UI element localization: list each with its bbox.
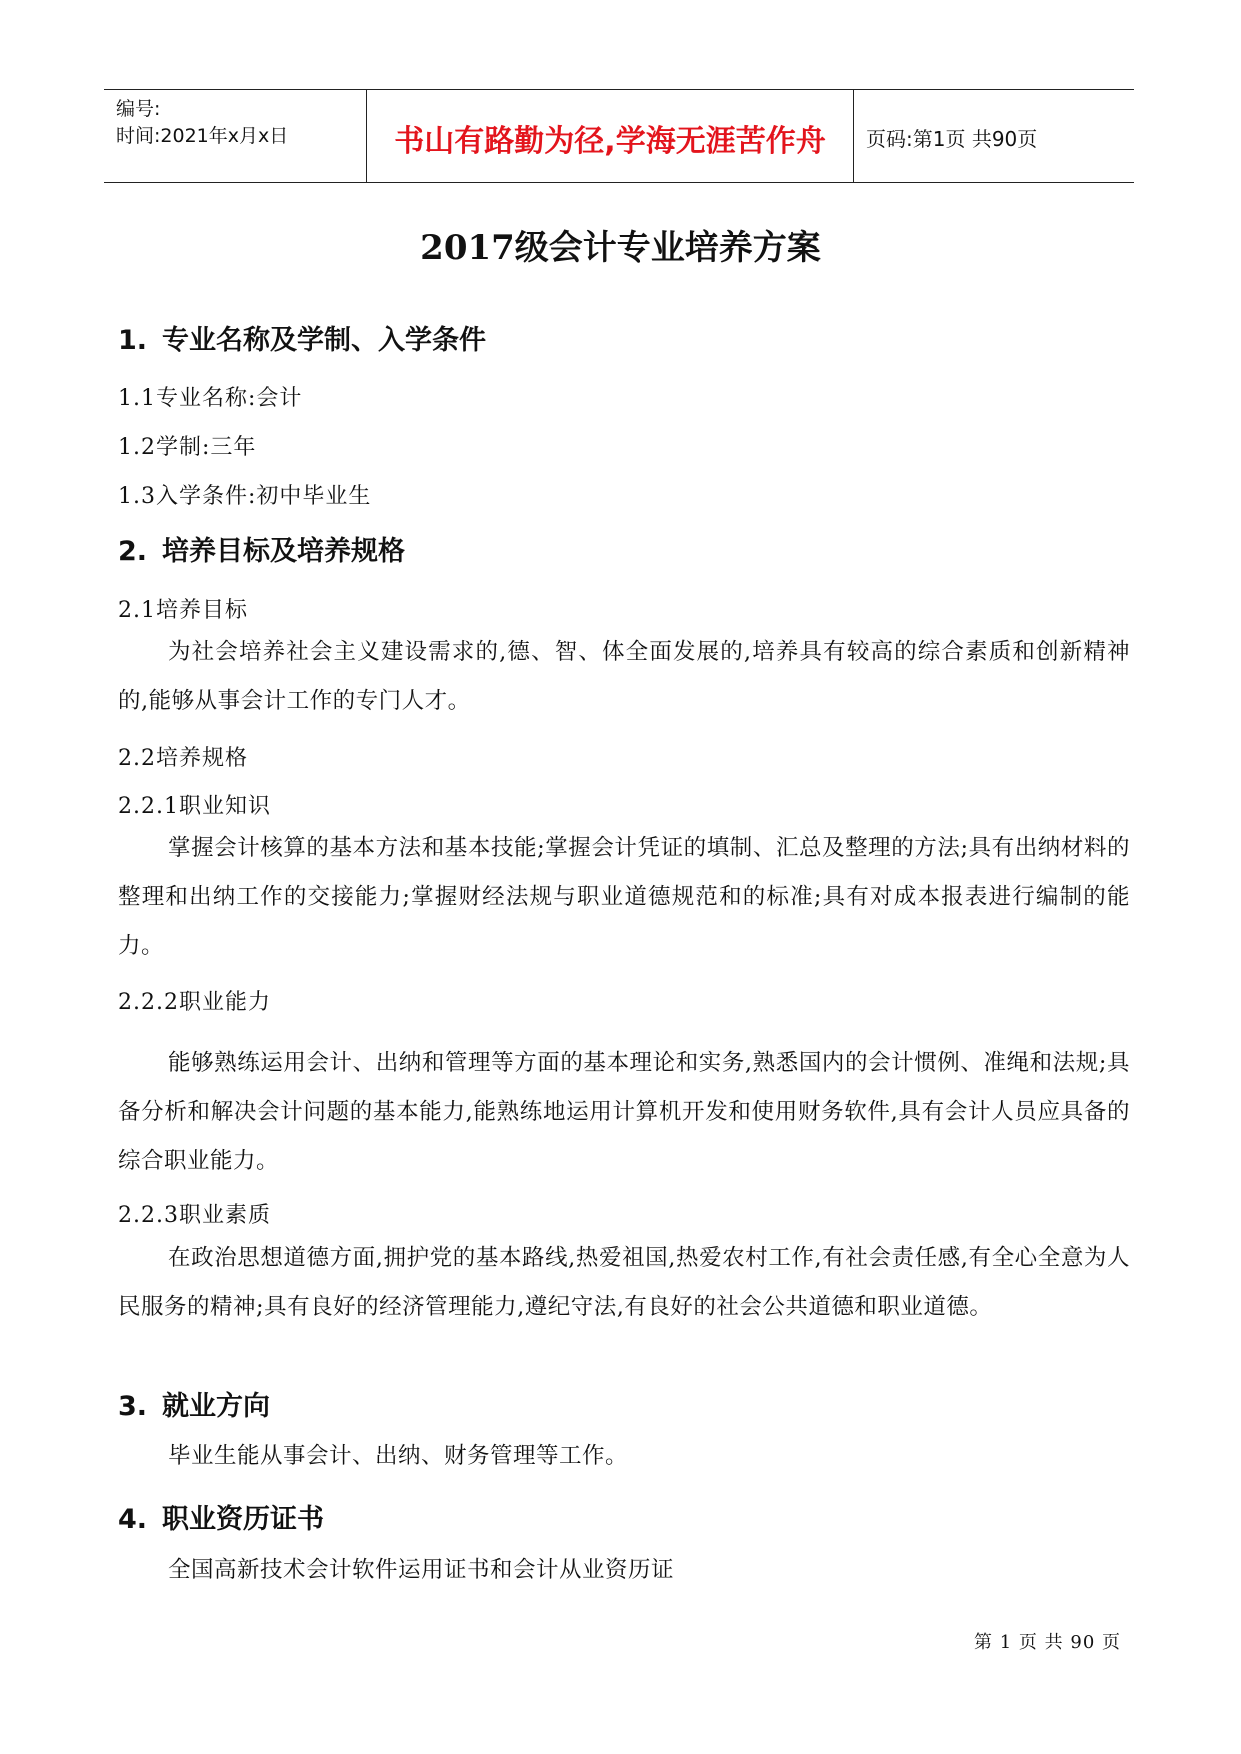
employment-text: 毕业生能从事会计、出纳、财务管理等工作。 (168, 1443, 629, 1469)
paragraph-2-2-3: 在政治思想道德方面,拥护党的基本路线,热爱祖国,热爱农村工作,有社会责任感,有全心全意为人民服务的精神;具有良好的经济管理能力,遵纪守法,有良好的社会公共道德和职业道德。 (118, 1245, 1130, 1320)
paragraph-2-2-2: 能够熟练运用会计、出纳和管理等方面的基本理论和实务,熟悉国内的会计惯例、准绳和法规;具备分析和解决会计问题的基本能力,能熟练地运用计算机开发和使用财务软件,具有会计人员应具备的综合职业能力。 (118, 1050, 1130, 1174)
certificate-text: 全国高新技术会计软件运用证书和会计从业资历证 (168, 1557, 675, 1583)
subsection-2-2-3: 2.2.3职业素质 (118, 1203, 271, 1228)
section-number: 2. (118, 536, 148, 567)
motto-text: 书山有路勤为径,学海无涯苦作舟 (394, 124, 826, 159)
subsection-2-2-1: 2.2.1职业知识 (118, 794, 271, 819)
section-1-heading (118, 318, 486, 357)
subsection-2-2: 2.2培养规格 (118, 746, 248, 771)
number-label: 编号: (116, 98, 161, 120)
section-number: 1. (118, 325, 148, 356)
document-title: 2017级会计专业培养方案 (420, 228, 821, 268)
section-title: 专业名称及学制、入学条件 (162, 325, 486, 356)
subsection-2-1: 2.1培养目标 (118, 598, 248, 623)
section-number: 3. (118, 1391, 148, 1422)
page-footer: 第 1 页 共 90 页 (974, 1632, 1121, 1653)
duration-line: 1.2学制:三年 (118, 435, 257, 460)
document-header (104, 89, 1134, 183)
page-label: 页码:第1页 共90页 (866, 127, 1038, 151)
header-page-cell (854, 90, 1134, 182)
section-4-heading (118, 1497, 324, 1536)
section-title: 职业资历证书 (162, 1504, 324, 1535)
subsection-2-2-2: 2.2.2职业能力 (118, 990, 271, 1015)
header-motto-cell (367, 90, 854, 182)
section-number: 4. (118, 1504, 148, 1535)
section-title: 就业方向 (162, 1391, 270, 1422)
section-title: 培养目标及培养规格 (162, 536, 405, 567)
header-left-cell (104, 90, 367, 182)
admission-line: 1.3入学条件:初中毕业生 (118, 484, 372, 509)
section-2-heading (118, 529, 405, 568)
major-name-line: 1.1专业名称:会计 (118, 386, 303, 411)
time-label: 时间:2021年x月x日 (116, 125, 289, 147)
paragraph-2-2-1: 掌握会计核算的基本方法和基本技能;掌握会计凭证的填制、汇总及整理的方法;具有出纳材料的整理和出纳工作的交接能力;掌握财经法规与职业道德规范和的标准;具有对成本报表进行编制的能力。 (118, 835, 1130, 959)
section-3-heading (118, 1384, 270, 1423)
paragraph-2-1: 为社会培养社会主义建设需求的,德、智、体全面发展的,培养具有较高的综合素质和创新精神的,能够从事会计工作的专门人才。 (118, 639, 1130, 714)
